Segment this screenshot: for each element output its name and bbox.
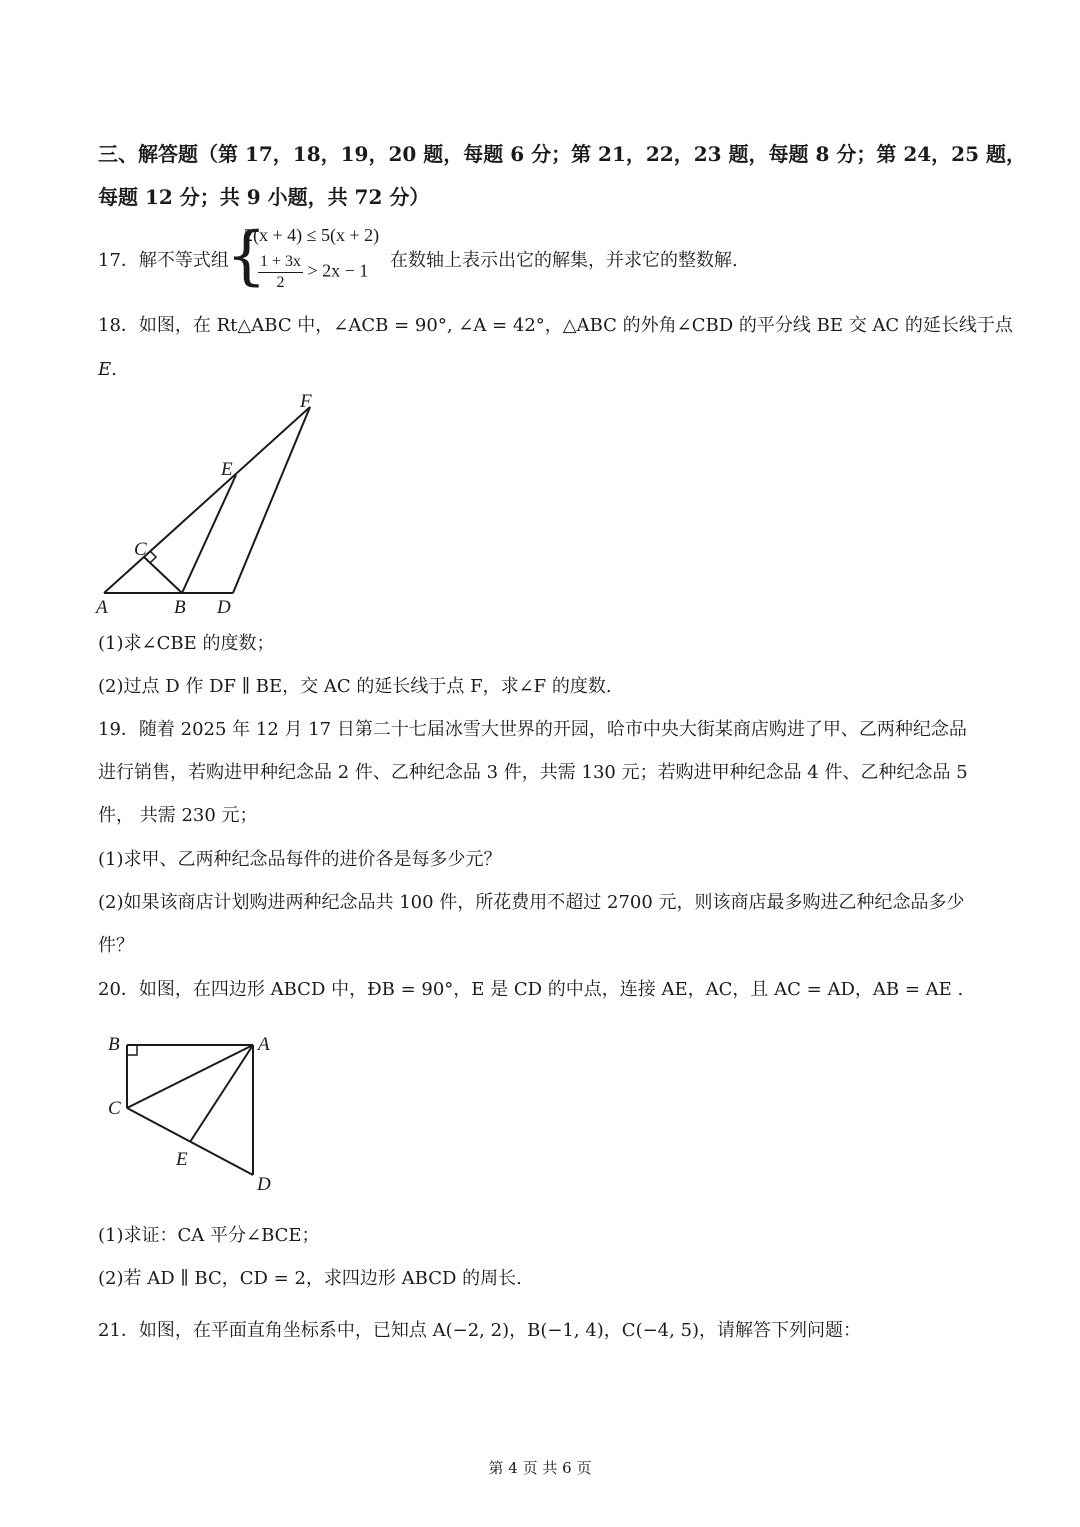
q17-fraction-denominator: 2 xyxy=(276,274,285,291)
section-heading-line2: 每题 12 分；共 9 小题，共 72 分） xyxy=(98,185,430,209)
q20-label-D: D xyxy=(257,1174,271,1195)
section-heading-line1: 三、解答题（第 17，18，19，20 题，每题 6 分；第 21，22，23 题，每题 8 分；第 24，25 题， xyxy=(98,142,1026,166)
q18-stem-line2: E. xyxy=(98,359,117,380)
q18-label-C: C xyxy=(134,539,147,560)
page-footer: 第 4 页 共 6 页 xyxy=(488,1459,592,1477)
q18-right-angle-mark xyxy=(150,551,156,563)
q18-line-BE xyxy=(182,475,236,593)
q18-figure xyxy=(90,385,330,620)
q17-inequality-1: 2(x + 4) ≤ 5(x + 2) xyxy=(244,225,380,245)
q20-line-CA xyxy=(127,1045,253,1108)
q19-stem-line2: 进行销售，若购进甲种纪念品 2 件、乙种纪念品 3 件，共需 130 元；若购进甲种纪念品 4 件、乙种纪念品 5 xyxy=(98,762,968,783)
q18-label-E: E xyxy=(221,459,233,480)
q20-right-angle-mark xyxy=(127,1045,137,1055)
q19-part1: (1)求甲、乙两种纪念品每件的进价各是每多少元？ xyxy=(98,849,502,870)
q18-label-A: A xyxy=(96,597,108,618)
q20-label-C: C xyxy=(108,1098,121,1119)
q17-inequality-2-rhs: > 2x − 1 xyxy=(307,260,369,281)
q17-brace: { xyxy=(226,219,267,293)
q19-part2-line2: 件？ xyxy=(98,935,134,956)
q18-part2: (2)过点 D 作 DF ∥ BE，交 AC 的延长线于点 F，求∠F 的度数. xyxy=(98,676,612,697)
q21-stem: 21．如图，在平面直角坐标系中，已知点 A(−2, 2)，B(−1, 4)，C(−4, 5)，请解答下列问题： xyxy=(98,1320,862,1341)
q20-stem: 20．如图，在四边形 ABCD 中，ÐB = 90°，E 是 CD 的中点，连接 AE，AC，且 AC = AD，AB = AE . xyxy=(98,979,964,1000)
q20-label-A: A xyxy=(258,1034,270,1055)
q17-fraction-numerator: 1 + 3x xyxy=(258,252,303,273)
q18-label-B: B xyxy=(174,597,186,618)
q19-stem-line3: 件， 共需 230 元； xyxy=(98,805,258,826)
q17-inequality-2 xyxy=(258,252,368,293)
q18-label-D: D xyxy=(217,597,231,618)
q18-label-F: F xyxy=(300,391,312,412)
q18-line-DF xyxy=(233,407,310,593)
q19-stem-line1: 19．随着 2025 年 12 月 17 日第二十七届冰雪大世界的开园，哈市中央大街某商店购进了甲、乙两种纪念品 xyxy=(98,719,967,740)
q20-line-AE xyxy=(190,1045,253,1142)
q18-line-AF xyxy=(104,407,310,593)
q20-label-E: E xyxy=(176,1149,188,1170)
q18-stem-line1: 18．如图，在 Rt△ABC 中，∠ACB = 90°, ∠A = 42°，△ABC 的外角∠CBD 的平分线 BE 交 AC 的延长线于点 xyxy=(98,315,1013,336)
q18-part1: (1)求∠CBE 的度数； xyxy=(98,633,275,654)
q20-label-B: B xyxy=(108,1034,120,1055)
q20-part2: (2)若 AD ∥ BC，CD = 2，求四边形 ABCD 的周长. xyxy=(98,1268,522,1289)
q20-figure xyxy=(100,1028,290,1198)
q19-part2-line1: (2)如果该商店计划购进两种纪念品共 100 件，所花费用不超过 2700 元，则该商店最多购进乙种纪念品多少 xyxy=(98,892,965,913)
q17-tail: 在数轴上表示出它的解集，并求它的整数解. xyxy=(390,250,738,271)
q17-fraction xyxy=(258,252,303,293)
q17-label: 17．解不等式组 xyxy=(98,250,229,271)
q20-part1: (1)求证：CA 平分∠BCE； xyxy=(98,1225,320,1246)
